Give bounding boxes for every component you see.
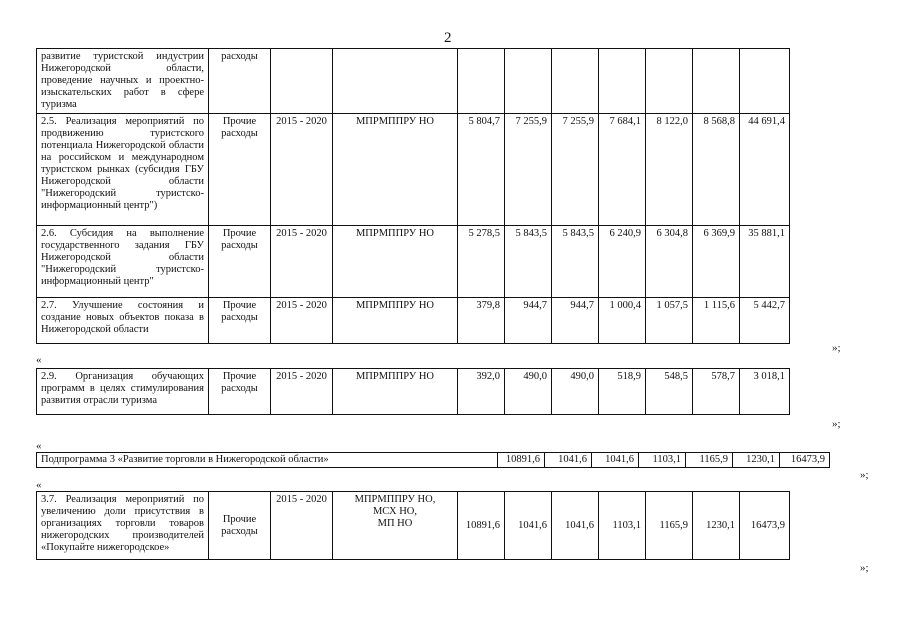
period: 2015 - 2020 [271, 492, 333, 560]
value-cell [552, 49, 599, 114]
period: 2015 - 2020 [271, 226, 333, 298]
value-cell: 490,0 [552, 369, 599, 415]
value-cell: 6 304,8 [646, 226, 693, 298]
total-cell: 5 442,7 [740, 298, 790, 344]
expense-kind: Прочие расходы [209, 492, 271, 560]
value-cell: 548,5 [646, 369, 693, 415]
table-row [37, 369, 790, 415]
total-cell: 16473,9 [780, 453, 830, 468]
executor: МПРМППРУ НО [333, 114, 458, 226]
period: 2015 - 2020 [271, 369, 333, 415]
value-cell: 1 000,4 [599, 298, 646, 344]
table-row [37, 492, 790, 560]
value-cell: 1 115,6 [693, 298, 740, 344]
value-cell [693, 49, 740, 114]
value-cell: 392,0 [458, 369, 505, 415]
subprogram-table [36, 452, 830, 468]
value-cell: 1041,6 [592, 453, 639, 468]
value-cell: 6 369,9 [693, 226, 740, 298]
value-cell: 944,7 [552, 298, 599, 344]
opening-quote: « [36, 479, 42, 491]
value-cell: 1041,6 [545, 453, 592, 468]
value-cell: 1230,1 [693, 492, 740, 560]
executor-line: МСХ НО, [372, 506, 418, 517]
closing-quote: »; [860, 469, 869, 481]
total-cell: 16473,9 [740, 492, 790, 560]
total-cell: 44 691,4 [740, 114, 790, 226]
measure-description: 2.7. Улучшение состояния и создание новых объектов показа в Нижегородской области [37, 298, 209, 344]
program-table-part-1 [36, 48, 790, 344]
executor-line: МПРМППРУ НО, [354, 494, 436, 505]
expense-kind: Прочие расходы [209, 226, 271, 298]
total-cell [740, 49, 790, 114]
period: 2015 - 2020 [271, 114, 333, 226]
executor: МПРМППРУ НО [333, 369, 458, 415]
value-cell: 379,8 [458, 298, 505, 344]
expense-kind: Прочие расходы [209, 369, 271, 415]
value-cell: 1230,1 [733, 453, 780, 468]
expense-kind: Прочие расходы [209, 298, 271, 344]
value-cell: 7 684,1 [599, 114, 646, 226]
value-cell [505, 49, 552, 114]
closing-quote: »; [860, 562, 869, 574]
value-cell: 490,0 [505, 369, 552, 415]
executor-line: МП НО [377, 518, 413, 529]
value-cell: 1 057,5 [646, 298, 693, 344]
table-row [37, 453, 830, 468]
value-cell: 1103,1 [599, 492, 646, 560]
value-cell: 1103,1 [639, 453, 686, 468]
measure-description: 2.5. Реализация мероприятий по продвижению туристского потенциала Нижегородской области на российском и международном туристском рынках (субсидия ГБУ Нижегородской области "Нижегородский туристско-информационный центр") [37, 114, 209, 226]
opening-quote: « [36, 354, 42, 366]
closing-quote: »; [832, 342, 841, 354]
subprogram-title: Подпрограмма 3 «Развитие торговли в Нижегородской области» [37, 453, 498, 468]
program-table-part-3 [36, 491, 790, 560]
measure-description: 2.6. Субсидия на выполнение государственного задания ГБУ Нижегородской области "Нижегородский туристско-информационный центр" [37, 226, 209, 298]
measure-description: развитие туристской индустрии Нижегородской области, проведение научных и проектно-изыскательских работ в сфере туризма [37, 49, 209, 114]
value-cell: 944,7 [505, 298, 552, 344]
value-cell: 7 255,9 [505, 114, 552, 226]
value-cell: 5 843,5 [505, 226, 552, 298]
value-cell: 6 240,9 [599, 226, 646, 298]
total-cell: 35 881,1 [740, 226, 790, 298]
value-cell: 8 122,0 [646, 114, 693, 226]
value-cell: 1041,6 [552, 492, 599, 560]
page-number: 2 [444, 30, 452, 46]
value-cell: 578,7 [693, 369, 740, 415]
closing-quote: »; [832, 418, 841, 430]
value-cell [599, 49, 646, 114]
value-cell: 518,9 [599, 369, 646, 415]
opening-quote: « [36, 440, 42, 452]
value-cell: 5 843,5 [552, 226, 599, 298]
value-cell: 5 804,7 [458, 114, 505, 226]
table-row [37, 49, 790, 114]
value-cell: 10891,6 [498, 453, 545, 468]
executor [333, 492, 458, 560]
value-cell: 1165,9 [646, 492, 693, 560]
value-cell: 7 255,9 [552, 114, 599, 226]
value-cell: 10891,6 [458, 492, 505, 560]
measure-description: 2.9. Организация обучающих программ в целях стимулирования развития отрасли туризма [37, 369, 209, 415]
value-cell: 1165,9 [686, 453, 733, 468]
value-cell [458, 49, 505, 114]
total-cell: 3 018,1 [740, 369, 790, 415]
table-row [37, 226, 790, 298]
period [271, 49, 333, 114]
expense-kind: расходы [209, 49, 271, 114]
measure-description: 3.7. Реализация мероприятий по увеличению доли присутствия в организациях торговли товаров нижегородских производителей «Покупайте нижегородское» [37, 492, 209, 560]
expense-kind: Прочие расходы [209, 114, 271, 226]
executor: МПРМППРУ НО [333, 298, 458, 344]
executor [333, 49, 458, 114]
executor: МПРМППРУ НО [333, 226, 458, 298]
value-cell: 8 568,8 [693, 114, 740, 226]
value-cell: 1041,6 [505, 492, 552, 560]
value-cell: 5 278,5 [458, 226, 505, 298]
period: 2015 - 2020 [271, 298, 333, 344]
table-row [37, 114, 790, 226]
value-cell [646, 49, 693, 114]
program-table-part-2 [36, 368, 790, 415]
table-row [37, 298, 790, 344]
